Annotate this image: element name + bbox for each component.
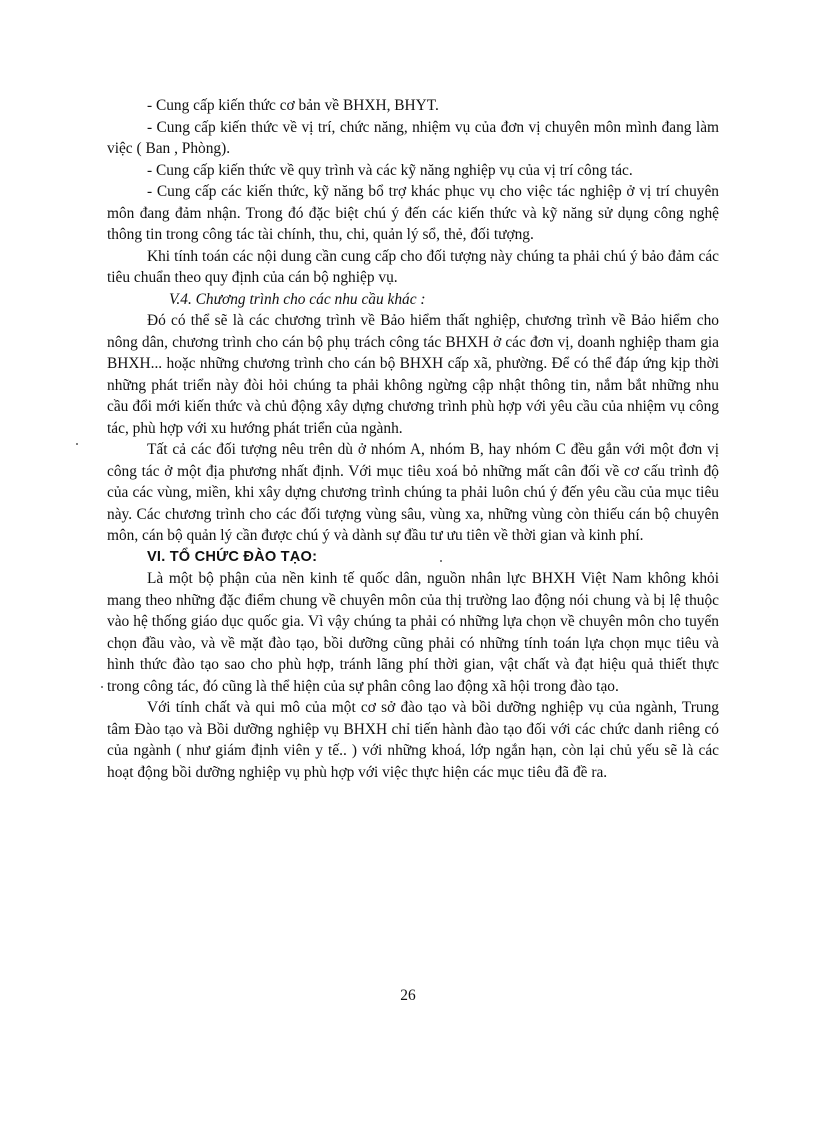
paragraph-supporting-skills: - Cung cấp các kiến thức, kỹ năng bổ trợ khác phục vụ cho việc tác nghiệp ở vị trí chuyên môn đang đảm nhận. Trong đó đặc biệt chú ý đến các kiến thức và kỹ năng sử dụng công nghệ thông tin trong công tác tài chính, thu, chi, quản lý sổ, thẻ, đối tượng. [107,183,719,243]
scan-speck [440,560,442,562]
paragraph-basic-knowledge: - Cung cấp kiến thức cơ bản về BHXH, BHYT. [147,97,439,114]
scan-speck [76,443,78,445]
paragraph-unit-function: - Cung cấp kiến thức về vị trí, chức năng, nhiệm vụ của đơn vị chuyên môn mình đang làm việc ( Ban , Phòng). [107,118,719,157]
paragraph-process-skills: - Cung cấp kiến thức về quy trình và các kỹ năng nghiệp vụ của vị trí công tác. [147,161,633,179]
paragraph-target-groups: Tất cả các đối tượng nêu trên dù ở nhóm A, nhóm B, hay nhóm C đều gắn với một đơn vị công tác ở một địa phương nhất định. Với mục tiêu xoá bỏ những mất cân đối về cơ cấu trình độ của các vùng, miền, khi xây dựng chương trình chúng ta phải luôn chú ý đến yêu cầu của mục tiêu này. Các chương trình cho các đối tượng vùng sâu, vùng xa, những vùng còn thiếu cán bộ chuyên môn, cán bộ quản lý cần được chú ý và dành sự đầu tư ưu tiên về thời gian và kinh phí. [107,441,719,544]
paragraph-training-center: Với tính chất và qui mô của một cơ sở đào tạo và bồi dưỡng nghiệp vụ của ngành, Trung tâm Đào tạo và Bồi dưỡng nghiệp vụ BHXH chỉ tiến hành đào tạo đối với các chức danh riêng có của ngành ( như giám định viên y tế.. ) với những khoá, lớp ngắn hạn, còn lại chủ yếu sẽ là các hoạt động bồi dưỡng nghiệp vụ phù hợp với việc thực hiện các mục tiêu đã đề ra. [107,699,719,781]
page-number: 26 [400,987,416,1004]
paragraph-national-economy: Là một bộ phận của nền kinh tế quốc dân, nguồn nhân lực BHXH Việt Nam không khỏi mang theo những đặc điểm chung về chuyên môn của thị trường lao động nói chung và bị lệ thuộc vào hệ thống giáo dục quốc gia. Vì vậy chúng ta phải có những lựa chọn về chuyên môn cho tuyển chọn đầu vào, và về mặt đào tạo, bồi dưỡng cũng phải có những tính toán lựa chọn mục tiêu và hình thức đào tạo sao cho phù hợp, tránh lãng phí thời gian, vật chất và đạt hiệu quả thiết thực trong công tác, đó cũng là thể hiện của sự phân công lao động xã hội trong đào tạo. [107,570,719,695]
section-heading-vi: VI. TỔ CHỨC ĐÀO TẠO: [147,548,318,565]
document-page [107,95,719,783]
paragraph-standards: Khi tính toán các nội dung cần cung cấp cho đối tượng này chúng ta phải chú ý bảo đảm các tiêu chuẩn theo quy định của cán bộ nghiệp vụ. [107,247,719,286]
scan-speck [101,686,103,688]
paragraph-other-programs: Đó có thể sẽ là các chương trình về Bảo hiểm thất nghiệp, chương trình về Bảo hiểm cho nông dân, chương trình cho cán bộ phụ trách công tác BHXH ở các đơn vị, doanh nghiệp tham gia BHXH... hoặc những chương trình cho cán bộ BHXH cấp xã, phường. Để có thể đáp ứng kịp thời những phát triển này đòi hỏi chúng ta phải không ngừng cập nhật thông tin, nắm bắt những nhu cầu đổi mới kiến thức và chủ động xây dựng chương trình phù hợp với yêu cầu của nhiệm vụ công tác, phù hợp với xu hướng phát triển của ngành. [107,312,719,437]
subheading-v4: V.4. Chương trình cho các nhu cầu khác : [169,290,426,308]
